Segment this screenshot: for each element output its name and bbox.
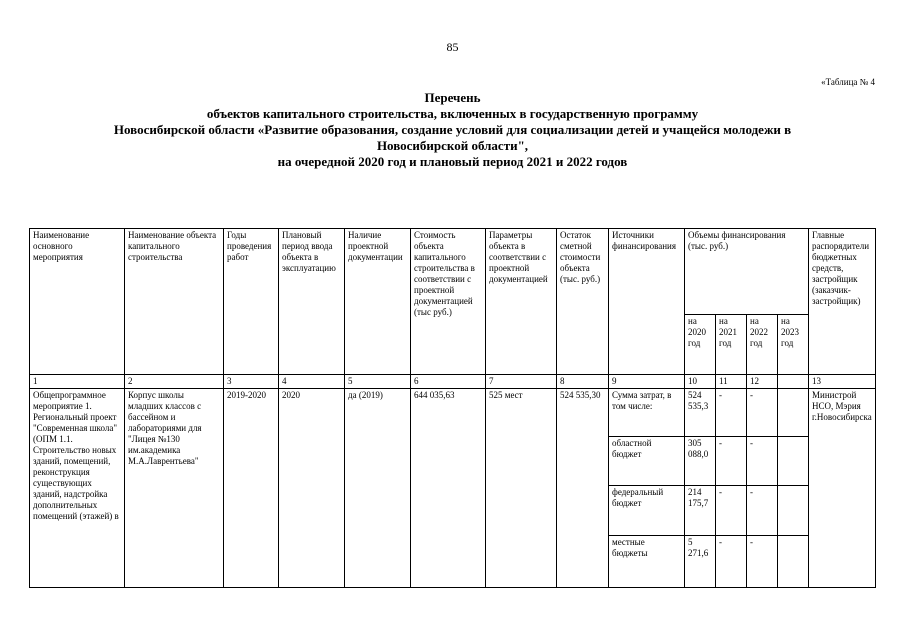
source-name: областной бюджет [609,437,685,486]
docs-cell: да (2019) [345,389,411,588]
value-2022: - [747,437,778,486]
table-row [30,389,876,437]
col-number: 7 [486,375,557,389]
header-manager: Главные распорядители бюджетных средств, застройщик (заказчик-застройщик) [809,229,876,375]
value-2023 [778,437,809,486]
title-line-2: объектов капитального строительства, включенных в государственную программу [206,106,699,121]
title-line-1: Перечень [424,90,481,105]
source-name: Сумма затрат, в том числе: [609,389,685,437]
header-cost: Стоимость объекта капитального строительства в соответствии с проектной документацией (тыс руб.) [411,229,486,375]
col-number: 13 [809,375,876,389]
header-remainder: Остаток сметной стоимости объекта (тыс. руб.) [557,229,609,375]
value-2021: - [716,536,747,588]
col-number: 9 [609,375,685,389]
object-cell: Корпус школы младших классов с бассейном и лабораториями для "Лицея №130 им.академика М.А.Лаврентьева" [125,389,224,588]
event-cell: Общепрограммное мероприятие 1. Региональный проект "Современная школа" (ОПМ 1.1. Строительство новых зданий, помещений, реконструкция существующих зданий, надстройка дополнительных помещений (этажей) в [30,389,125,588]
params-cell: 525 мест [486,389,557,588]
col-number: 4 [279,375,345,389]
value-2020: 214 175,7 [685,486,716,536]
value-2021: - [716,486,747,536]
value-2022: - [747,389,778,437]
header-docs: Наличие проектной документации [345,229,411,375]
header-params: Параметры объекта в соответствии с проектной документацией [486,229,557,375]
column-number-row [30,375,876,389]
value-2021: - [716,437,747,486]
col-number: 3 [224,375,279,389]
col-number: 1 [30,375,125,389]
years-cell: 2019-2020 [224,389,279,588]
header-year-2021: на 2021 год [716,315,747,375]
title-line-4: Новосибирской области", [376,138,529,153]
value-2022: - [747,486,778,536]
header-commission: Плановый период ввода объекта в эксплуатацию [279,229,345,375]
table-note: «Таблица № 4 [821,77,875,87]
value-2023 [778,536,809,588]
header-object: Наименование объекта капитального строительства [125,229,224,375]
header-event: Наименование основного мероприятия [30,229,125,375]
col-number: 10 [685,375,716,389]
remainder-cell: 524 535,30 [557,389,609,588]
header-year-2022: на 2022 год [747,315,778,375]
commission-cell: 2020 [279,389,345,588]
title-line-5: на очередной 2020 год и плановый период 2021 и 2022 годов [277,154,628,169]
value-2020: 5 271,6 [685,536,716,588]
header-years: Годы проведения работ [224,229,279,375]
col-number: 11 [716,375,747,389]
header-year-2023: на 2023 год [778,315,809,375]
col-number [778,375,809,389]
header-sources: Источники финансирования [609,229,685,375]
col-number: 5 [345,375,411,389]
manager-cell: Министрой НСО, Мэрия г.Новосибирска [809,389,876,588]
col-number: 8 [557,375,609,389]
title-line-3: Новосибирской области «Развитие образования, создание условий для социализации детей и учащейся молодежи в [113,122,792,137]
col-number: 12 [747,375,778,389]
capital-objects-table [29,228,876,588]
col-number: 6 [411,375,486,389]
col-number: 2 [125,375,224,389]
document-title [40,90,865,170]
value-2022: - [747,536,778,588]
source-name: местные бюджеты [609,536,685,588]
value-2023 [778,389,809,437]
value-2023 [778,486,809,536]
value-2020: 305 088,0 [685,437,716,486]
header-year-2020: на 2020 год [685,315,716,375]
header-volumes: Объемы финансирования (тыс. руб.) [685,229,809,315]
value-2020: 524 535,3 [685,389,716,437]
value-2021: - [716,389,747,437]
source-name: федеральный бюджет [609,486,685,536]
page-number: 85 [446,40,459,54]
cost-cell: 644 035,63 [411,389,486,588]
